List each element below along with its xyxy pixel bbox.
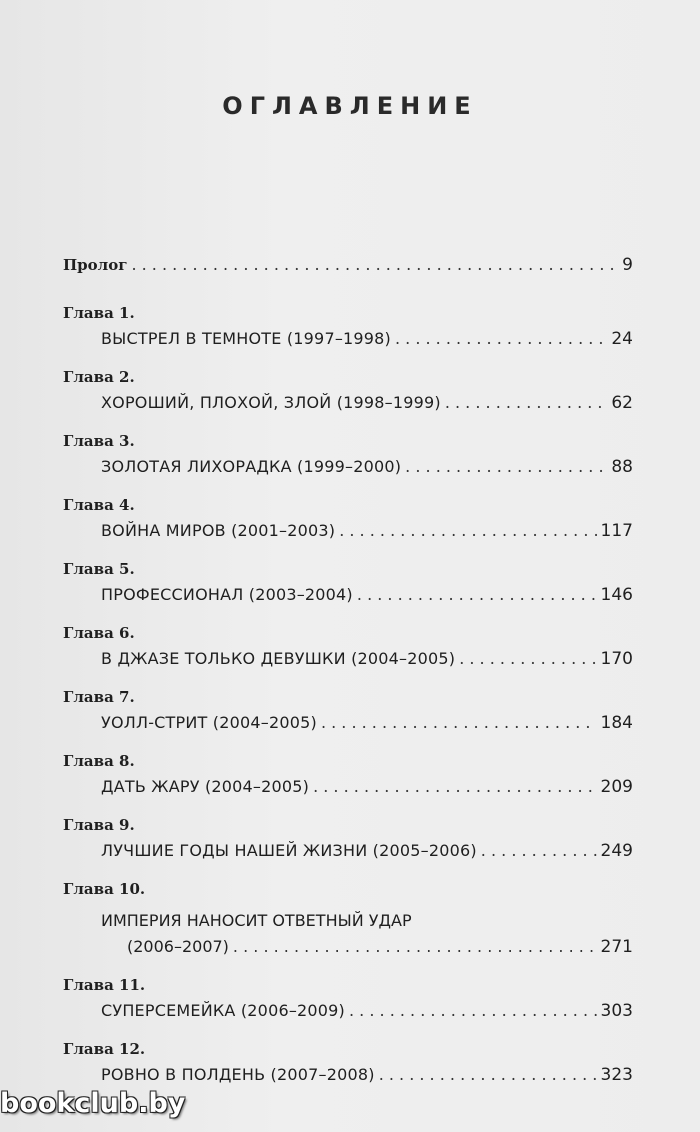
- toc-page-number: 9: [622, 255, 633, 275]
- toc-entry: [63, 905, 633, 969]
- toc-chapter-3: [63, 425, 633, 489]
- chapter-title: РОВНО В ПОЛДЕНЬ (2007–2008): [101, 1065, 375, 1084]
- dot-leader: [445, 393, 608, 412]
- chapter-heading: Глава 9.: [63, 816, 135, 834]
- toc-page-number: 303: [600, 1001, 633, 1021]
- toc-page-number: 24: [611, 329, 633, 349]
- chapter-title: СУПЕРСЕМЕЙКА (2006–2009): [101, 1001, 345, 1020]
- chapter-title: ДАТЬ ЖАРУ (2004–2005): [101, 777, 310, 796]
- chapter-heading: Глава 5.: [63, 560, 135, 578]
- toc-entry: [63, 393, 633, 425]
- chapter-title: ЗОЛОТАЯ ЛИХОРАДКА (1999–2000): [101, 457, 402, 476]
- toc-chapter-9: [63, 809, 633, 873]
- toc-chapter-6: [63, 617, 633, 681]
- dot-leader: [349, 1001, 597, 1020]
- toc-entry: [63, 521, 633, 553]
- table-of-contents: [63, 255, 633, 1097]
- toc-entry: [63, 457, 633, 489]
- chapter-title: ПРОФЕССИОНАЛ (2003–2004): [101, 585, 353, 604]
- page-title: ОГЛАВЛЕНИЕ: [222, 92, 478, 120]
- chapter-heading: Глава 8.: [63, 752, 135, 770]
- toc-entry: [63, 841, 633, 873]
- toc-entry: [63, 1001, 633, 1033]
- toc-chapter-5: [63, 553, 633, 617]
- chapter-heading: Глава 3.: [63, 432, 135, 450]
- toc-entry: [63, 713, 633, 745]
- chapter-heading: Глава 11.: [63, 976, 146, 994]
- toc-chapter-8: [63, 745, 633, 809]
- dot-leader: [233, 937, 597, 956]
- chapter-title: ЛУЧШИЕ ГОДЫ НАШЕЙ ЖИЗНИ (2005–2006): [101, 841, 477, 860]
- toc-entry: [63, 585, 633, 617]
- toc-page-number: 209: [600, 777, 633, 797]
- dot-leader: [131, 255, 618, 274]
- toc-entry: [63, 777, 633, 809]
- chapter-title: ВОЙНА МИРОВ (2001–2003): [101, 521, 336, 540]
- toc-page-number: 62: [611, 393, 633, 413]
- dot-leader: [321, 713, 597, 732]
- toc-page-number: 170: [600, 649, 633, 669]
- toc-chapter-7: [63, 681, 633, 745]
- dot-leader: [481, 841, 597, 860]
- chapter-title: В ДЖАЗЕ ТОЛЬКО ДЕВУШКИ (2004–2005): [101, 649, 456, 668]
- dot-leader: [405, 457, 607, 476]
- toc-chapter-10: [63, 873, 633, 969]
- toc-chapter-2: [63, 361, 633, 425]
- toc-entry-label: Пролог: [63, 256, 128, 274]
- chapter-title: УОЛЛ-СТРИТ (2004–2005): [101, 713, 317, 732]
- toc-chapter-4: [63, 489, 633, 553]
- toc-entry-prolog: [63, 255, 633, 287]
- toc-chapter-11: [63, 969, 633, 1033]
- toc-entry: [63, 329, 633, 361]
- toc-chapter-1: [63, 297, 633, 361]
- dot-leader: [339, 521, 596, 540]
- dot-leader: [357, 585, 597, 604]
- chapter-title: ИМПЕРИЯ НАНОСИТ ОТВЕТНЫЙ УДАР: [101, 911, 412, 930]
- chapter-heading: Глава 4.: [63, 496, 135, 514]
- chapter-heading: Глава 12.: [63, 1040, 146, 1058]
- toc-page-number: 88: [611, 457, 633, 477]
- toc-page-number: 184: [600, 713, 633, 733]
- chapter-title-continued: (2006–2007): [127, 937, 229, 956]
- chapter-heading: Глава 6.: [63, 624, 135, 642]
- toc-page-number: 323: [600, 1065, 633, 1085]
- chapter-title: ВЫСТРЕЛ В ТЕМНОТЕ (1997–1998): [101, 329, 391, 348]
- chapter-heading: Глава 10.: [63, 880, 146, 898]
- chapter-title: ХОРОШИЙ, ПЛОХОЙ, ЗЛОЙ (1998–1999): [101, 393, 441, 412]
- toc-page-number: 146: [600, 585, 633, 605]
- toc-page-number: 117: [600, 521, 633, 541]
- toc-page-number: 271: [600, 937, 633, 957]
- site-watermark: bookclub.by: [0, 1088, 186, 1119]
- toc-page-number: 249: [600, 841, 633, 861]
- toc-entry-continuation: [101, 937, 633, 969]
- chapter-heading: Глава 2.: [63, 368, 135, 386]
- dot-leader: [379, 1065, 597, 1084]
- chapter-heading: Глава 7.: [63, 688, 135, 706]
- chapter-heading: Глава 1.: [63, 304, 135, 322]
- toc-entry: [63, 649, 633, 681]
- dot-leader: [313, 777, 596, 796]
- dot-leader: [395, 329, 607, 348]
- dot-leader: [459, 649, 596, 668]
